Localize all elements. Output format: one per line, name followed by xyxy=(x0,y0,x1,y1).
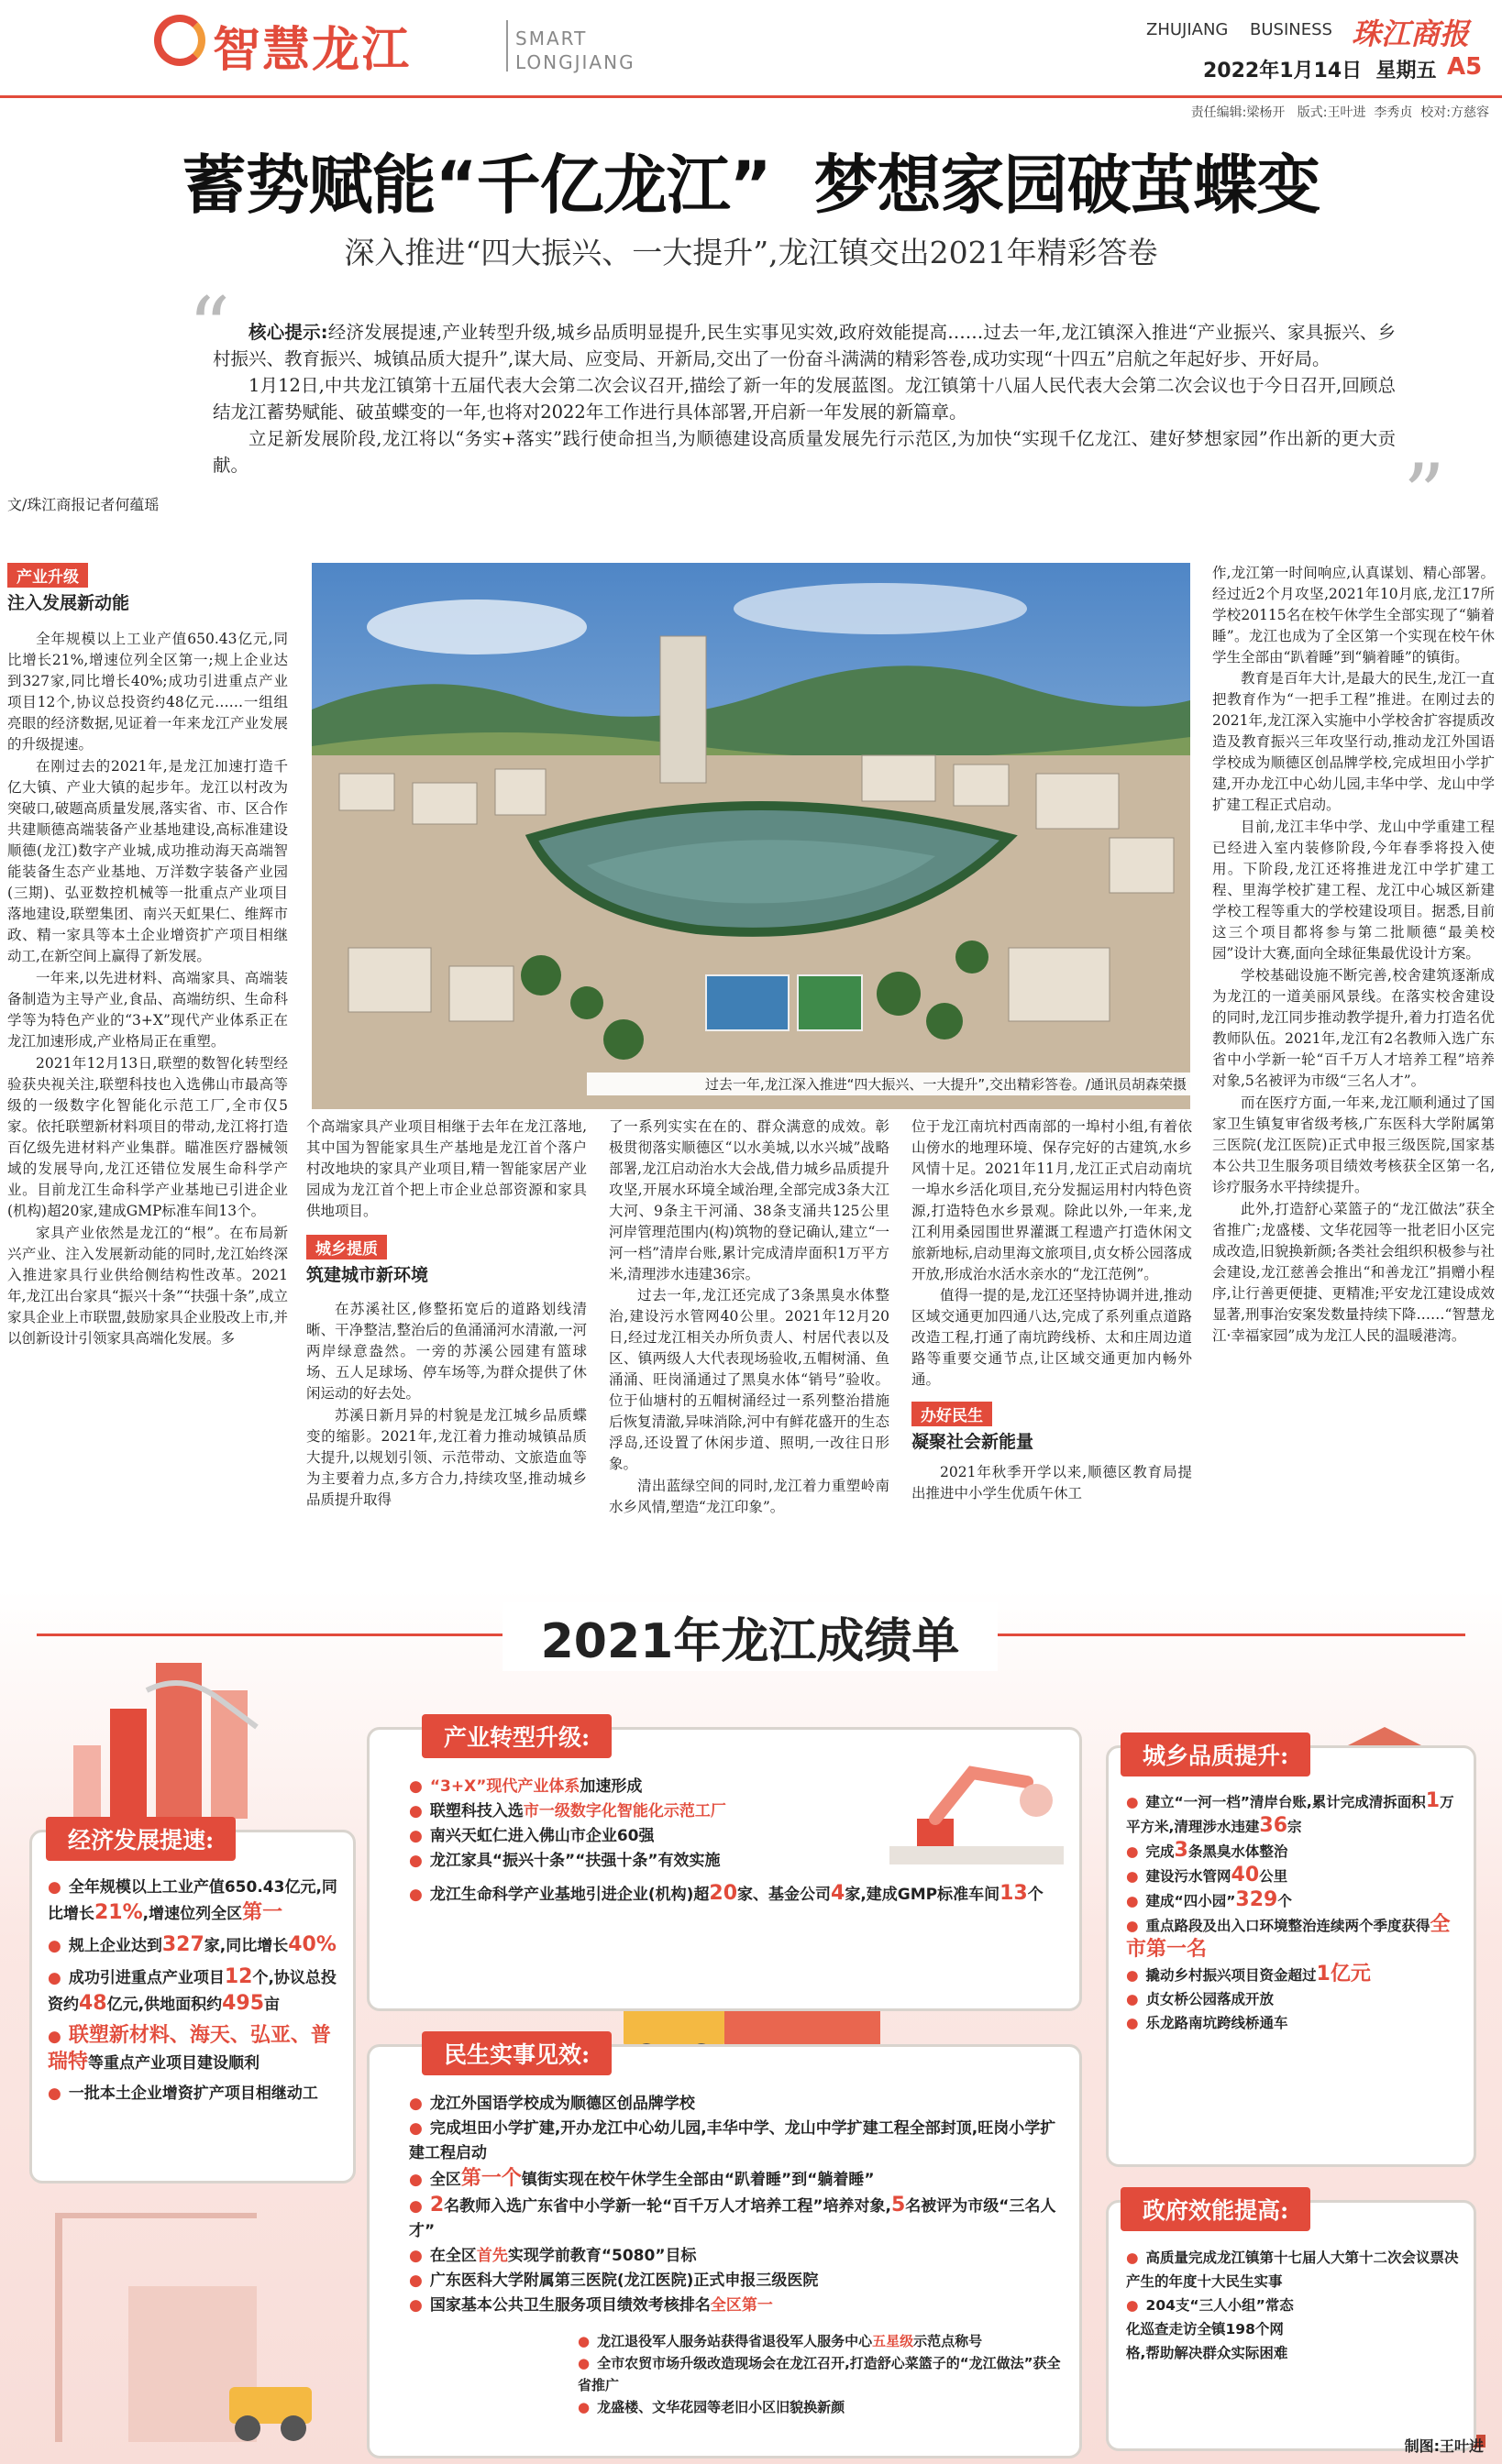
subhead: 深入推进“四大振兴、一大提升”,龙江镇交出2021年精彩答卷 xyxy=(344,235,1158,270)
industry-item: ● 联塑科技入选市一级数字化智能化示范工厂 xyxy=(409,1802,726,1820)
column-5 xyxy=(1212,563,1495,1348)
town-photo-image xyxy=(312,563,1190,1109)
econ-item: ● 规上企业达到327家,同比增长40% xyxy=(48,1933,337,1956)
card-industry-list xyxy=(409,1775,877,1874)
urban-item: ● 撬动乡村振兴项目资金超过1亿元 xyxy=(1126,1963,1371,1986)
livelihood-item: ● 在全区首先实现学前教育“5080”目标 xyxy=(409,2247,697,2265)
section-tag-industry: 产业升级 xyxy=(7,563,88,588)
summary-p2: 1月12日,中共龙江镇第十五届代表大会第二次会议召开,描绘了新一年的发展蓝图。龙江镇第十八届人民代表大会第二次会议也于今日召开,回顾总结龙江蓄势赋能、破茧蝶变的一年,也将对2022年工作进行具体部署,开启新一年发展的新篇章。 xyxy=(213,375,1396,423)
col1-p3: 一年来,以先进材料、高端家具、高端装备制造为主导产业,食品、高端纺织、生命科学等为特色产业的“3+X”现代产业体系正在龙江加速形成,产业格局正在重塑。 xyxy=(7,970,288,1050)
industry-item: ● “3+X”现代产业体系加速形成 xyxy=(409,1777,643,1796)
card-government-list xyxy=(1126,2246,1465,2365)
col3-p3: 清出蓝绿空间的同时,龙江着力重塑岭南水乡风情,塑造“龙江印象”。 xyxy=(609,1478,889,1515)
card-economy-title: 经济发展提速: xyxy=(46,1817,236,1861)
paper-en-2: BUSINESS xyxy=(1250,20,1332,39)
summary-p1: 经济发展提速,产业转型升级,城乡品质明显提升,民生实事见实效,政府效能提高……过去一年,龙江镇深入推进“产业振兴、家具振兴、乡村振兴、教育振兴、城镇品质大提升”,谋大局、应变局、开新局,交出了一份奋斗满满的精彩答卷,成功实现“十四五”启航之年起好步、开好局。 xyxy=(213,322,1396,369)
logo-icon xyxy=(154,15,205,66)
livelihood-item: ● 龙江外国语学校成为顺德区创品牌学校 xyxy=(409,2095,695,2113)
urban-item: ● 建设污水管网40公里 xyxy=(1126,1864,1288,1886)
industry-item: ● 龙江家具“振兴十条”“扶强十条”有效实施 xyxy=(409,1852,721,1870)
urban-item: ● 贞女桥公园落成开放 xyxy=(1126,1991,1275,2008)
livelihood-item: ● 龙江退役军人服务站获得省退役军人服务中心五星级示范点称号 xyxy=(578,2333,983,2349)
col1-p1: 全年规模以上工业产值650.43亿元,同比增长21%,增速位列全区第一;规上企业达到327家,同比增长40%;成功引进重点产业项目12个,协议总投资约48亿元……一组组亮眼的经济数据,见证着一年来龙江产业发展的升级提速。 xyxy=(7,631,288,753)
urban-item: ● 乐龙路南坑跨线桥通车 xyxy=(1126,2015,1288,2031)
card-urban-list xyxy=(1126,1789,1465,2035)
urban-item: ● 完成3条黑臭水体整治 xyxy=(1126,1839,1288,1862)
col4-tail: 2021年秋季开学以来,顺德区教育局提出推进中小学生优质午休工 xyxy=(911,1464,1192,1502)
editor-credits: 责任编辑:梁杨开 版式:王叶进 李秀贞 校对:方慈容 xyxy=(1190,105,1489,120)
col4-p1: 位于龙江南坑村西南部的一埠村小组,有着依山傍水的地理环境、保存完好的古建筑,水乡风情十足。2021年11月,龙江正式启动南坑一埠水乡活化项目,充分发掘运用村内特色资源,打造特色水乡景观。除此以外,一年来,龙江利用桑园围世界灌溉工程遗产打造休闲文旅新地标,启动里海文旅项目,贞女桥公园落成开放,形成治水活水亲水的“龙江范例”。 xyxy=(911,1118,1192,1282)
col2-p1: 在苏溪社区,修整拓宽后的道路划线清晰、干净整洁,整治后的鱼涌涌河水清澈,一河两岸绿意盎然。一旁的苏溪公园建有篮球场、五人足球场、停车场等,为群众提供了休闲运动的好去处。 xyxy=(306,1301,587,1402)
card-government-title: 政府效能提高: xyxy=(1121,2187,1310,2231)
gov-item: ● 204支“三人小组”常态化巡查走访全镇198个网格,帮助解决群众实际困难 xyxy=(1126,2297,1294,2361)
logo-en-1: SMART xyxy=(515,28,588,50)
livelihood-item: ● 全区第一个镇街实现在校午休学生全部由“趴着睡”到“躺着睡” xyxy=(409,2167,875,2190)
column-4 xyxy=(911,1116,1192,1505)
page-number: A5 xyxy=(1447,53,1483,81)
col5-p5: 而在医疗方面,一年来,龙江顺利通过了国家卫生镇复审省级考核,广东医科大学附属第三医院(龙江医院)正式申报三级医院,国家基本公共卫生服务项目绩效考核获全区第一名,诊疗服务水平持续提升。 xyxy=(1212,1094,1495,1195)
section-tag-livelihood: 办好民生 xyxy=(911,1402,992,1426)
section-sub-livelihood: 凝聚社会新能量 xyxy=(911,1432,1034,1452)
section-tag-urban: 城乡提质 xyxy=(306,1235,387,1260)
quote-close-icon: ” xyxy=(1403,446,1446,543)
column-3 xyxy=(609,1116,889,1519)
logo-en-2: LONGJIANG xyxy=(515,51,635,73)
col4-p2: 值得一提的是,龙江还坚持协调并进,推动区域交通更加四通八达,完成了系列重点道路改造工程,打通了南坑跨线桥、太和庄周边道路等重要交通节点,让区域交通更加内畅外通。 xyxy=(911,1287,1192,1388)
col5-p4: 学校基础设施不断完善,校舍建筑逐渐成为龙江的一道美丽风景线。在落实校舍建设的同时,龙江同步推动教学提升,着力打造名优教师队伍。2021年,龙江有2名教师入选广东省中小学新一轮“百千万人才培养工程”培养对象,5名被评为市级“三名人才”。 xyxy=(1212,967,1495,1089)
card-economy-list xyxy=(48,1876,347,2106)
card-livelihood-list-2 xyxy=(578,2330,1064,2418)
econ-item: ● 成功引进重点产业项目12个,协议总投资约48亿元,供地面积约495亩 xyxy=(48,1965,337,2015)
urban-item: ● 建立“一河一档”清岸台账,累计完成清拆面积1万平方米,清理涉水违建36宗 xyxy=(1126,1789,1454,1837)
col1-p2: 在刚过去的2021年,是龙江加速打造千亿大镇、产业大镇的起步年。龙江以村改为突破口,破题高质量发展,落实省、市、区合作共建顺德高端装备产业基地建设,高标准建设顺德(龙江)数字产业城,成功推动海天高端智能装备生态产业基地、万洋数字装备产业园(三期)、弘亚数控机械等一批重点产业项目落地建设,联塑集团、南兴天虹果仁、维辉市政、精一家具等本土企业增资扩产项目相继动工,在新空间上赢得了新发展。 xyxy=(7,758,288,964)
livelihood-item: ● 龙盛楼、文华花园等老旧小区旧貌换新颜 xyxy=(578,2399,845,2415)
econ-item: ● 联塑新材料、海天、弘亚、普瑞特等重点产业项目建设顺利 xyxy=(48,2024,331,2074)
construction-illustration xyxy=(18,2176,348,2451)
quote-open-icon: “ xyxy=(188,280,231,376)
livelihood-item: ● 全市农贸市场升级改造现场会在龙江召开,打造舒心菜篮子的“龙江做法”获全省推广 xyxy=(578,2355,1061,2393)
gov-item: ● 高质量完成龙江镇第十七届人大第十二次会议票决产生的年度十大民生实事 xyxy=(1126,2250,1459,2290)
urban-item: ● 重点路段及出入口环境整治连续两个季度获得全市第一名 xyxy=(1126,1913,1451,1961)
livelihood-item: ● 国家基本公共卫生服务项目绩效考核排名全区第一 xyxy=(409,2296,773,2315)
section-sub-industry: 注入发展新动能 xyxy=(7,593,130,613)
col1-p4: 2021年12月13日,联塑的数智化转型经验获央视关注,联塑科技也入选佛山市最高等级的一级数字化智能化示范工厂,全市仅5家。依托联塑新材料项目的带动,龙江将打造百亿级先进材料产业集群。瞄准医疗器械领域的发展导向,龙江还错位发展生命科学产业。目前龙江生命科学产业基地已引进企业(机构)超20家,建成GMP标准车间13个。 xyxy=(7,1055,288,1219)
col2-lead: 个高端家具产业项目相继于去年在龙江落地,其中国为智能家具生产基地是龙江首个落户村改地块的家具产业项目,精一智能家居产业园成为龙江首个把上市企业总部资源和家具供地项目。 xyxy=(306,1118,587,1219)
column-2 xyxy=(306,1116,587,1512)
econ-item: ● 全年规模以上工业产值650.43亿元,同比增长21%,增速位列全区第一 xyxy=(48,1878,337,1924)
chart-credit: 制图:王叶进 xyxy=(1404,2437,1484,2455)
report-title: 2021年龙江成绩单 xyxy=(503,1602,998,1671)
col1-p5: 家具产业依然是龙江的“根”。在布局新兴产业、注入发展新动能的同时,龙江始终深入推进家具行业供给侧结构性改革。2021年,龙江出台家具“振兴十条”“扶强十条”,成立家具企业上市联盟,鼓励家具企业股改上市,并以创新设计引领家具高端化发展。多 xyxy=(7,1225,288,1347)
issue-date: 2022年1月14日 星期五 xyxy=(1203,60,1437,82)
masthead xyxy=(0,0,1502,120)
card-livelihood-list xyxy=(409,2092,1060,2318)
col3-p1: 了一系列实实在在的、群众满意的成效。彰极贯彻落实顺德区“以水美城,以水兴城”战略部署,龙江启动治水大会战,借力城乡品质提升攻坚,开展水环境全域治理,全部完成3条大江大河、9条主干河涌、38条支涌共125公里河岸管理范围内(构)筑物的登记确认,建立“一河一档”清岸台账,累计完成清岸面积1万平方米,清理涉水违建36宗。 xyxy=(609,1118,889,1282)
paper-logo: 珠江商报 xyxy=(1352,16,1470,51)
column-1 xyxy=(7,563,288,1350)
paper-en-1: ZHUJIANG xyxy=(1146,20,1229,39)
card-industry-title: 产业转型升级: xyxy=(422,1714,612,1758)
industry-item: ● 龙江生命科学产业基地引进企业(机构)超20家、基金公司4家,建成GMP标准车间13个 xyxy=(409,1882,1044,1905)
urban-item: ● 建成“四小园”329个 xyxy=(1126,1888,1292,1911)
robot-arm-illustration xyxy=(880,1745,1073,1874)
byline: 文/珠江商报记者何蕴瑶 xyxy=(7,496,160,513)
col5-p2: 教育是百年大计,是最大的民生,龙江一直把教育作为“一把手工程”推进。在刚过去的2021年,龙江深入实施中小学校舍扩容提质改造及教育振兴三年攻坚行动,推动龙江外国语学校成为顺德区创品牌学校,完成坦田小学扩建,开办龙江中心幼儿园,丰华中学、龙山中学扩建工程正式启动。 xyxy=(1212,670,1495,813)
industry-item: ● 南兴天虹仁进入佛山市企业60强 xyxy=(409,1827,655,1845)
col5-p6: 此外,打造舒心菜篮子的“龙江做法”获全省推广;龙盛楼、文华花园等一批老旧小区完成改造,旧貌换新颜;各类社会组织积极参与社会建设,龙江慈善会推出“和善龙江”捐赠小程序,让行善更便捷、更精准;平安龙江建设成效显著,刑事治安案发数量持续下降……“智慧龙江·幸福家园”成为龙江人民的温暖港湾。 xyxy=(1212,1201,1495,1344)
col2-p2: 苏溪日新月异的村貌是龙江城乡品质蝶变的缩影。2021年,龙江着力推动城镇品质大提升,以规划引领、示范带动、文旅造血等为主要着力点,多方合力,持续攻坚,推动城乡品质提升取得 xyxy=(306,1407,587,1508)
photo-caption: 过去一年,龙江深入推进“四大振兴、一大提升”,交出精彩答卷。/通讯员胡森荣摄 xyxy=(587,1072,1192,1095)
card-industry-wide-item xyxy=(409,1881,1051,1908)
summary-p3: 立足新发展阶段,龙江将以“务实+落实”践行使命担当,为顺德建设高质量发展先行示范区,为加快“实现千亿龙江、建好梦想家园”作出新的更大贡献。 xyxy=(213,428,1396,476)
livelihood-item: ● 广东医科大学附属第三医院(龙江医院)正式申报三级医院 xyxy=(409,2272,819,2290)
card-livelihood-title: 民生实事见效: xyxy=(422,2031,612,2075)
factory-illustration xyxy=(18,1654,293,1837)
col5-p1: 作,龙江第一时间响应,认真谋划、精心部署。经过近2个月攻坚,2021年10月底,龙江17所学校20115名在校午休学生全部实现了“躺着睡”。龙江也成为了全区第一个实现在校午休学生全部由“趴着睡”到“躺着睡”的镇街。 xyxy=(1212,565,1495,666)
town-photo xyxy=(312,563,1190,1109)
col3-p2: 过去一年,龙江还完成了3条黑臭水体整治,建设污水管网40公里。2021年12月20日,经过龙江相关办所负责人、村居代表以及区、镇两级人大代表现场验收,五帽树涌、鱼涌涌、旺岗涌通过了黑臭水体“销号”验收。位于仙塘村的五帽树涌经过一系列整治措施后恢复清澈,异味消除,河中有鲜花盛开的生态浮岛,还设置了休闲步道、照明,一改往日形象。 xyxy=(609,1287,889,1472)
headline: 蓄势赋能“千亿龙江” 梦想家园破茧蝶变 xyxy=(182,148,1320,223)
col5-p3: 目前,龙江丰华中学、龙山中学重建工程已经进入室内装修阶段,今年春季将投入使用。下阶段,龙江还将推进龙江中学扩建工程、里海学校扩建工程、龙江中心城区新建学校工程等重大的学校建设项目。据悉,目前这三个项目都将参与第二批顺德“最美校园”设计大赛,面向全球征集最优设计方案。 xyxy=(1212,819,1495,962)
section-sub-urban: 筑建城市新环境 xyxy=(306,1265,429,1285)
summary-label: 核心提示: xyxy=(248,322,328,343)
card-urban-title: 城乡品质提升: xyxy=(1121,1732,1310,1776)
report-card xyxy=(0,1590,1502,2464)
summary xyxy=(213,319,1396,478)
livelihood-item: ● 完成坦田小学扩建,开办龙江中心幼儿园,丰华中学、龙山中学扩建工程全部封顶,旺岗小学扩建工程启动 xyxy=(409,2119,1056,2162)
econ-item: ● 一批本土企业增资扩产项目相继动工 xyxy=(48,2084,318,2103)
logo-title: 智慧龙江 xyxy=(213,23,412,78)
livelihood-item: ● 2名教师入选广东省中小学新一轮“百千万人才培养工程”培养对象,5名被评为市级“三名人才” xyxy=(409,2194,1056,2240)
